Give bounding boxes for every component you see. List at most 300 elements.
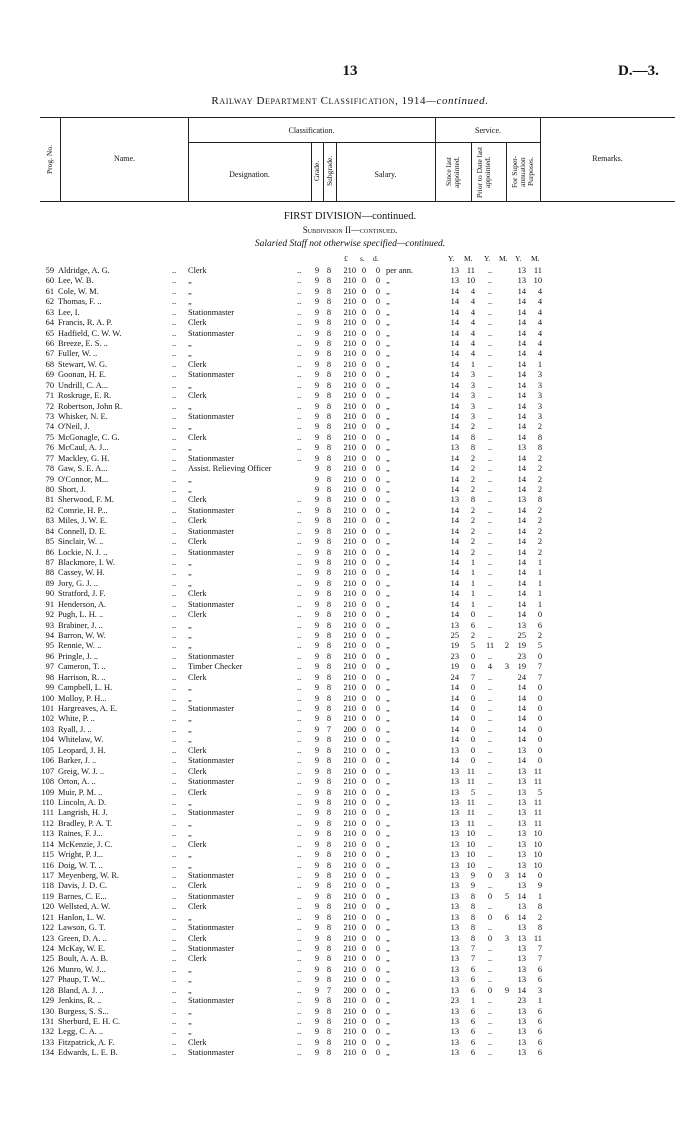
- row-grade: 9: [314, 818, 320, 828]
- row-prior-years: ..: [487, 839, 493, 849]
- row-salary-shillings: 0: [361, 547, 367, 557]
- row-since-months: 1: [470, 568, 475, 578]
- row-since-years: 13: [450, 985, 459, 995]
- row-designation: „: [188, 714, 192, 724]
- row-grade: 9: [314, 631, 320, 641]
- row-name: Davis, J. D. C.: [58, 881, 108, 891]
- row-grade: 9: [314, 328, 320, 338]
- row-name: Langrish, H. J.: [58, 808, 108, 818]
- row-salary-period: „: [386, 620, 390, 630]
- row-prior-years: ..: [487, 578, 493, 588]
- row-since-years: 14: [450, 297, 459, 307]
- row-salary-pounds: 210: [343, 620, 356, 630]
- row-name: Lee, I.: [58, 307, 80, 317]
- row-salary-period: „: [386, 401, 390, 411]
- row-prog-no: 77: [45, 453, 54, 463]
- row-subgrade: 8: [326, 339, 332, 348]
- row-name: Whitelaw, W.: [58, 735, 104, 745]
- row-designation: Clerk: [188, 902, 207, 912]
- row-since-months: 2: [470, 453, 475, 463]
- row-prog-no: 114: [41, 839, 54, 849]
- row-leader-1: ..: [172, 818, 177, 828]
- row-since-years: 14: [450, 391, 459, 401]
- row-salary-pence: 0: [375, 672, 381, 682]
- row-salary-period: „: [386, 724, 390, 734]
- row-subgrade: 8: [326, 964, 332, 974]
- row-since-months: 4: [470, 318, 475, 328]
- row-leader-2: ..: [297, 881, 302, 891]
- row-super-years: 13: [517, 495, 526, 505]
- row-since-years: 14: [450, 307, 459, 317]
- row-designation: „: [188, 829, 192, 839]
- row-leader-1: ..: [172, 850, 177, 860]
- row-name: Sherburd, E. H. C.: [58, 1016, 121, 1026]
- row-subgrade: 8: [326, 328, 332, 338]
- row-prior-years: ..: [487, 787, 493, 797]
- table-row: [0, 621, 700, 631]
- row-grade: 9: [314, 672, 320, 682]
- row-salary-pence: 0: [375, 380, 381, 390]
- row-subgrade: 8: [326, 286, 332, 296]
- row-leader-2: ..: [297, 641, 302, 651]
- row-salary-shillings: 0: [361, 1016, 367, 1026]
- row-salary-period: „: [386, 818, 390, 828]
- row-designation: Clerk: [188, 516, 207, 526]
- row-designation: „: [188, 276, 192, 286]
- row-designation: „: [188, 297, 192, 307]
- row-grade: 9: [314, 683, 320, 693]
- row-salary-shillings: 0: [361, 683, 367, 693]
- table-row: [0, 464, 700, 474]
- row-leader-2: ..: [297, 985, 302, 995]
- table-row: [0, 694, 700, 704]
- row-prog-no: 126: [41, 964, 54, 974]
- row-super-months: 6: [537, 1048, 542, 1058]
- row-salary-period: „: [386, 297, 390, 307]
- row-prior-years: ..: [487, 453, 493, 463]
- row-salary-shillings: 0: [361, 359, 367, 369]
- row-salary-period: „: [386, 797, 390, 807]
- row-salary-pounds: 210: [343, 808, 356, 818]
- row-salary-shillings: 0: [361, 599, 367, 609]
- row-subgrade: 8: [326, 495, 332, 505]
- row-leader-2: ..: [297, 318, 302, 328]
- row-salary-pence: 0: [375, 610, 381, 620]
- row-name: Pringle, J. ..: [58, 651, 99, 661]
- row-leader-2: ..: [297, 1016, 302, 1026]
- row-prog-no: 108: [41, 777, 54, 787]
- row-name: Green, D. A. ..: [58, 933, 107, 943]
- row-salary-pounds: 210: [343, 1016, 356, 1026]
- unit-months-since: M.: [464, 254, 473, 263]
- row-salary-pounds: 210: [343, 391, 356, 401]
- row-designation: Stationmaster: [188, 599, 235, 609]
- row-prog-no: 131: [41, 1016, 54, 1026]
- table-row: [0, 892, 700, 902]
- row-salary-shillings: 0: [361, 432, 367, 442]
- row-name: Rennie, W. ..: [58, 641, 102, 651]
- row-prog-no: 79: [45, 474, 54, 484]
- row-salary-shillings: 0: [361, 266, 367, 275]
- row-super-months: 8: [537, 432, 542, 442]
- row-salary-period: „: [386, 641, 390, 651]
- row-prior-years: ..: [487, 766, 493, 776]
- row-super-months: 6: [537, 1016, 542, 1026]
- row-salary-pounds: 210: [343, 714, 356, 724]
- row-designation: Stationmaster: [188, 526, 235, 536]
- row-subgrade: 8: [326, 662, 332, 672]
- row-prog-no: 96: [45, 651, 54, 661]
- row-salary-shillings: 0: [361, 964, 367, 974]
- header-remarks: Remarks.: [592, 154, 623, 163]
- row-super-months: 2: [537, 505, 542, 515]
- row-since-months: 2: [470, 547, 475, 557]
- row-prog-no: 121: [41, 912, 54, 922]
- row-prior-years: ..: [487, 297, 493, 307]
- row-grade: 9: [314, 432, 320, 442]
- row-name: Phaup, T. W...: [58, 975, 105, 985]
- row-salary-shillings: 0: [361, 756, 367, 766]
- row-leader-2: ..: [297, 620, 302, 630]
- row-prior-years: 0: [487, 870, 493, 880]
- row-leader-2: ..: [297, 808, 302, 818]
- row-name: Francis, R. A. P.: [58, 318, 113, 328]
- row-salary-pounds: 210: [343, 870, 356, 880]
- row-prior-years: 11: [485, 641, 495, 651]
- row-prior-months: 3: [504, 662, 509, 672]
- row-since-years: 14: [450, 683, 459, 693]
- row-since-years: 13: [450, 912, 459, 922]
- row-salary-period: „: [386, 745, 390, 755]
- row-since-months: 7: [470, 954, 475, 964]
- row-prog-no: 70: [45, 380, 54, 390]
- row-leader-2: ..: [297, 495, 302, 505]
- row-salary-pence: 0: [375, 797, 381, 807]
- row-leader-1: ..: [172, 422, 177, 432]
- row-grade: 9: [314, 777, 320, 787]
- table-row: [0, 808, 700, 818]
- row-salary-period: „: [386, 432, 390, 442]
- row-salary-pence: 0: [375, 1048, 381, 1058]
- row-leader-2: ..: [297, 651, 302, 661]
- row-prog-no: 133: [41, 1037, 54, 1047]
- row-super-years: 14: [517, 985, 526, 995]
- row-super-months: 11: [533, 933, 542, 943]
- row-leader-2: ..: [297, 693, 302, 703]
- row-since-months: 8: [470, 902, 475, 912]
- row-prior-years: ..: [487, 651, 493, 661]
- row-grade: 9: [314, 881, 320, 891]
- row-prior-years: ..: [487, 693, 493, 703]
- row-leader-2: ..: [297, 891, 302, 901]
- row-salary-period: „: [386, 537, 390, 547]
- table-row: [0, 433, 700, 443]
- row-salary-pence: 0: [375, 485, 381, 495]
- row-prior-years: ..: [487, 975, 493, 985]
- row-since-years: 13: [450, 870, 459, 880]
- row-salary-shillings: 0: [361, 474, 367, 484]
- row-name: Hanlon, L. W.: [58, 912, 106, 922]
- row-salary-pounds: 210: [343, 1027, 356, 1037]
- row-since-months: 2: [470, 474, 475, 484]
- row-prior-years: ..: [487, 526, 493, 536]
- row-since-months: 1: [470, 599, 475, 609]
- row-prior-years: 0: [487, 933, 493, 943]
- row-name: Whisker, N. E.: [58, 412, 108, 422]
- row-designation: Stationmaster: [188, 453, 235, 463]
- row-since-months: 2: [470, 526, 475, 536]
- row-subgrade: 8: [326, 850, 332, 860]
- row-subgrade: 8: [326, 881, 332, 891]
- row-salary-shillings: 0: [361, 589, 367, 599]
- row-prog-no: 78: [45, 464, 54, 474]
- row-since-months: 2: [470, 485, 475, 495]
- table-row: [0, 266, 700, 276]
- row-prog-no: 97: [45, 662, 54, 672]
- row-leader-2: ..: [297, 704, 302, 714]
- row-salary-shillings: 0: [361, 495, 367, 505]
- row-grade: 9: [314, 756, 320, 766]
- row-salary-shillings: 0: [361, 349, 367, 359]
- row-prog-no: 91: [45, 599, 54, 609]
- row-since-years: 14: [450, 432, 459, 442]
- row-prior-years: ..: [487, 339, 493, 348]
- row-leader-1: ..: [172, 860, 177, 870]
- row-prior-years: ..: [487, 1037, 493, 1047]
- row-salary-pounds: 210: [343, 610, 356, 620]
- table-row: [0, 683, 700, 693]
- row-super-years: 14: [517, 349, 526, 359]
- row-salary-pence: 0: [375, 307, 381, 317]
- row-since-months: 6: [470, 1037, 475, 1047]
- page-number: 13: [342, 63, 358, 79]
- row-salary-period: „: [386, 683, 390, 693]
- row-leader-1: ..: [172, 829, 177, 839]
- row-subgrade: 7: [326, 985, 332, 995]
- row-salary-pence: 0: [375, 724, 381, 734]
- row-designation: Stationmaster: [188, 1048, 235, 1058]
- row-designation: Clerk: [188, 839, 207, 849]
- row-grade: 9: [314, 349, 320, 359]
- row-salary-pounds: 210: [343, 881, 356, 891]
- row-grade: 9: [314, 985, 320, 995]
- row-salary-shillings: 0: [361, 422, 367, 432]
- row-grade: 9: [314, 954, 320, 964]
- row-prog-no: 104: [41, 735, 54, 745]
- row-salary-pence: 0: [375, 860, 381, 870]
- row-salary-period: „: [386, 495, 390, 505]
- row-subgrade: 8: [326, 422, 332, 432]
- row-grade: 9: [314, 714, 320, 724]
- row-salary-shillings: 0: [361, 307, 367, 317]
- row-grade: 9: [314, 1037, 320, 1047]
- table-row: [0, 568, 700, 578]
- row-salary-pence: 0: [375, 453, 381, 463]
- row-subgrade: 8: [326, 547, 332, 557]
- row-salary-period: „: [386, 412, 390, 422]
- row-salary-period: „: [386, 735, 390, 745]
- table-row: [0, 746, 700, 756]
- row-super-years: 13: [517, 818, 526, 828]
- row-salary-pounds: 210: [343, 297, 356, 307]
- row-subgrade: 8: [326, 829, 332, 839]
- row-salary-pounds: 210: [343, 464, 356, 474]
- row-salary-shillings: 0: [361, 443, 367, 453]
- row-super-months: 0: [537, 714, 542, 724]
- row-salary-period: „: [386, 704, 390, 714]
- row-prior-years: ..: [487, 485, 493, 495]
- row-salary-period: „: [386, 578, 390, 588]
- row-since-years: 19: [450, 662, 459, 672]
- unit-years-super: Y.: [515, 254, 522, 263]
- row-super-months: 9: [537, 881, 542, 891]
- units-row: [0, 254, 700, 264]
- row-salary-pence: 0: [375, 933, 381, 943]
- row-designation: Clerk: [188, 1037, 207, 1047]
- row-designation: „: [188, 860, 192, 870]
- row-leader-2: ..: [297, 683, 302, 693]
- row-salary-period: „: [386, 693, 390, 703]
- row-leader-2: ..: [297, 526, 302, 536]
- row-leader-1: ..: [172, 735, 177, 745]
- row-leader-1: ..: [172, 881, 177, 891]
- row-designation: „: [188, 286, 192, 296]
- row-prog-no: 86: [45, 547, 54, 557]
- row-salary-pence: 0: [375, 547, 381, 557]
- row-since-months: 3: [470, 391, 475, 401]
- row-salary-period: „: [386, 370, 390, 380]
- table-row: [0, 475, 700, 485]
- row-prog-no: 111: [42, 808, 54, 818]
- row-grade: 9: [314, 724, 320, 734]
- row-salary-shillings: 0: [361, 985, 367, 995]
- row-salary-pounds: 210: [343, 328, 356, 338]
- row-super-years: 13: [517, 1006, 526, 1016]
- row-subgrade: 8: [326, 651, 332, 661]
- row-super-months: 3: [537, 412, 542, 422]
- row-salary-pence: 0: [375, 558, 381, 568]
- row-leader-2: ..: [297, 1006, 302, 1016]
- row-super-years: 14: [517, 683, 526, 693]
- row-leader-2: ..: [297, 391, 302, 401]
- row-salary-pence: 0: [375, 401, 381, 411]
- row-prog-no: 87: [45, 558, 54, 568]
- row-designation: Stationmaster: [188, 870, 235, 880]
- row-designation: „: [188, 912, 192, 922]
- row-super-months: 8: [537, 923, 542, 933]
- row-designation: Stationmaster: [188, 923, 235, 933]
- row-salary-pounds: 210: [343, 933, 356, 943]
- row-grade: 9: [314, 505, 320, 515]
- row-salary-period: „: [386, 589, 390, 599]
- row-super-years: 14: [517, 589, 526, 599]
- row-prior-years: ..: [487, 1048, 493, 1058]
- row-designation: „: [188, 735, 192, 745]
- row-designation: „: [188, 797, 192, 807]
- row-salary-pence: 0: [375, 996, 381, 1006]
- row-prog-no: 68: [45, 359, 54, 369]
- row-salary-pounds: 210: [343, 443, 356, 453]
- row-name: McCaul, A. J...: [58, 443, 109, 453]
- row-prior-years: ..: [487, 558, 493, 568]
- row-since-months: 0: [470, 745, 475, 755]
- row-prior-years: ..: [487, 537, 493, 547]
- row-prior-years: 0: [487, 912, 493, 922]
- row-since-years: 14: [450, 412, 459, 422]
- row-since-months: 4: [470, 349, 475, 359]
- row-leader-2: ..: [297, 547, 302, 557]
- row-salary-period: „: [386, 964, 390, 974]
- row-salary-shillings: 0: [361, 380, 367, 390]
- row-salary-pence: 0: [375, 412, 381, 422]
- table-row: [0, 349, 700, 359]
- row-salary-shillings: 0: [361, 578, 367, 588]
- row-subgrade: 8: [326, 401, 332, 411]
- row-since-months: 10: [466, 276, 475, 286]
- row-super-months: 6: [537, 1006, 542, 1016]
- row-salary-shillings: 0: [361, 724, 367, 734]
- row-name: Muir, P. M. ..: [58, 787, 103, 797]
- table-row: [0, 412, 700, 422]
- row-salary-pounds: 210: [343, 943, 356, 953]
- row-super-months: 11: [533, 808, 542, 818]
- row-prog-no: 82: [45, 505, 54, 515]
- document-reference: D.—3.: [618, 63, 659, 79]
- row-salary-pounds: 210: [343, 693, 356, 703]
- row-prior-years: ..: [487, 818, 493, 828]
- row-salary-shillings: 0: [361, 735, 367, 745]
- row-designation: Clerk: [188, 318, 207, 328]
- row-prior-years: 0: [487, 891, 493, 901]
- row-grade: 9: [314, 401, 320, 411]
- row-since-years: 14: [450, 558, 459, 568]
- row-name: Bland, A. J. ..: [58, 985, 104, 995]
- row-leader-2: ..: [297, 1037, 302, 1047]
- row-salary-shillings: 0: [361, 850, 367, 860]
- row-subgrade: 8: [326, 902, 332, 912]
- row-leader-2: ..: [297, 610, 302, 620]
- row-prior-months: 9: [504, 985, 509, 995]
- row-since-months: 10: [466, 850, 475, 860]
- row-designation: Clerk: [188, 954, 207, 964]
- row-leader-2: ..: [297, 777, 302, 787]
- row-salary-period: „: [386, 787, 390, 797]
- row-super-years: 13: [517, 1016, 526, 1026]
- row-designation: Clerk: [188, 432, 207, 442]
- row-prog-no: 72: [45, 401, 54, 411]
- row-since-years: 14: [450, 756, 459, 766]
- row-since-years: 13: [450, 818, 459, 828]
- row-salary-pounds: 210: [343, 318, 356, 328]
- row-grade: 9: [314, 766, 320, 776]
- row-salary-pounds: 210: [343, 1037, 356, 1047]
- row-since-months: 6: [470, 1027, 475, 1037]
- row-subgrade: 8: [326, 693, 332, 703]
- row-super-months: 3: [537, 401, 542, 411]
- row-name: Cole, W. M.: [58, 286, 99, 296]
- row-designation: Assist. Relieving Officer: [188, 464, 272, 474]
- row-prior-years: ..: [487, 829, 493, 839]
- row-name: Stewart, W. G.: [58, 359, 108, 369]
- row-super-years: 13: [517, 620, 526, 630]
- row-name: O'Neil, J.: [58, 422, 90, 432]
- row-salary-pence: 0: [375, 631, 381, 641]
- row-salary-shillings: 0: [361, 412, 367, 422]
- row-super-months: 6: [537, 620, 542, 630]
- row-salary-period: „: [386, 902, 390, 912]
- row-super-months: 0: [537, 870, 542, 880]
- row-salary-pence: 0: [375, 818, 381, 828]
